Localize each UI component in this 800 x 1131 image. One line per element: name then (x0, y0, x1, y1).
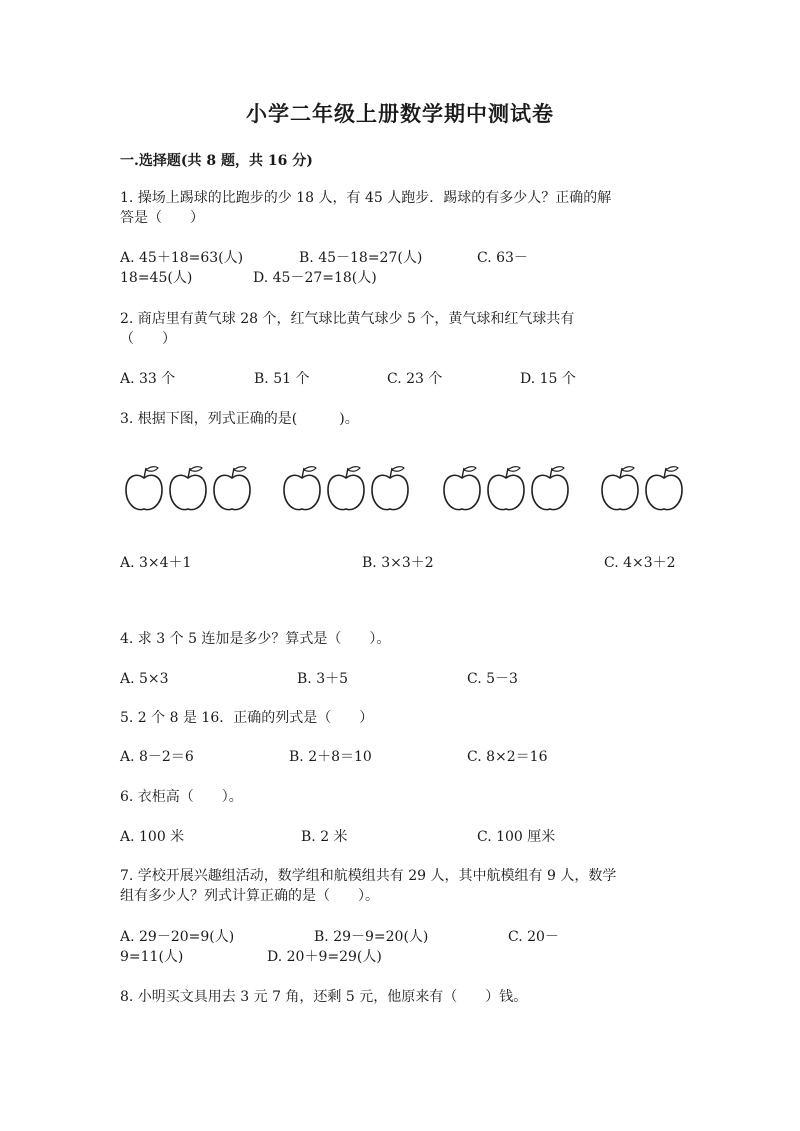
question-1-option-b: B. 45－18=27(人) (299, 250, 423, 266)
question-6-line-1: 6. 衣柜高（ ）。 (120, 789, 243, 805)
apple-icon (284, 467, 320, 510)
question-2-option-c: C. 23 个 (387, 371, 443, 387)
section-heading: 一.选择题(共 8 题，共 16 分) (120, 153, 313, 169)
apple-group-4 (602, 467, 682, 510)
question-7-option-c-part1: C. 20－ (508, 929, 559, 945)
apple-icon (372, 467, 408, 510)
question-8-line-1: 8. 小明买文具用去 3 元 7 角，还剩 5 元，他原来有（ ）钱。 (120, 989, 528, 1005)
apple-icon (214, 467, 250, 510)
apple-icon (602, 467, 638, 510)
question-7-option-c-part2: 9=11(人) (120, 949, 184, 965)
question-3-option-c: C. 4×3＋2 (604, 555, 676, 571)
question-5-option-b: B. 2＋8＝10 (289, 749, 372, 765)
question-1-option-d: D. 45－27=18(人) (253, 270, 377, 286)
apple-group-2 (284, 467, 408, 510)
question-5-option-c: C. 8×2＝16 (467, 749, 548, 765)
question-5-option-a: A. 8－2＝6 (120, 749, 194, 765)
apple-icon (444, 467, 480, 510)
apple-figure (120, 462, 690, 512)
question-1-option-c-part2: 18=45(人) (120, 270, 193, 286)
question-2-option-b: B. 51 个 (254, 371, 310, 387)
question-7-option-a: A. 29－20=9(人) (120, 929, 235, 945)
question-4-option-c: C. 5－3 (467, 671, 518, 687)
apple-icon (126, 467, 162, 510)
apple-icon (328, 467, 364, 510)
question-7-option-b: B. 29－9=20(人) (314, 929, 429, 945)
apple-group-1 (126, 467, 250, 510)
question-6-option-a: A. 100 米 (120, 829, 185, 845)
apple-icon (170, 467, 206, 510)
question-1-option-a: A. 45＋18=63(人) (120, 250, 244, 266)
question-6-option-c: C. 100 厘米 (477, 829, 556, 845)
question-4-option-a: A. 5×3 (120, 671, 169, 687)
apple-icon (488, 467, 524, 510)
apple-icon (532, 467, 568, 510)
question-3-line-1: 3. 根据下图，列式正确的是( )。 (120, 411, 359, 427)
question-7-option-d: D. 20＋9=29(人) (267, 949, 382, 965)
question-1-line-1: 1. 操场上踢球的比跑步的少 18 人，有 45 人跑步．踢球的有多少人？正确的解 (120, 190, 612, 206)
question-7-line-2: 组有多少人？列式计算正确的是（ ）。 (120, 888, 379, 904)
page-title: 小学二年级上册数学期中测试卷 (246, 101, 554, 126)
question-2-line-1: 2. 商店里有黄气球 28 个，红气球比黄气球少 5 个，黄气球和红气球共有 (120, 311, 575, 327)
question-2-line-2: （ ） (120, 331, 176, 347)
question-1-option-c-part1: C. 63－ (477, 250, 528, 266)
question-2-option-d: D. 15 个 (520, 371, 576, 387)
question-6-option-b: B. 2 米 (301, 829, 348, 845)
question-3-option-a: A. 3×4＋1 (120, 555, 192, 571)
question-5-line-1: 5. 2 个 8 是 16．正确的列式是（ ） (120, 710, 374, 726)
question-3-option-b: B. 3×3＋2 (362, 555, 434, 571)
question-1-line-2: 答是（ ） (120, 210, 204, 226)
question-2-option-a: A. 33 个 (120, 371, 176, 387)
question-4-line-1: 4. 求 3 个 5 连加是多少？算式是（ ）。 (120, 631, 391, 647)
apple-icon (646, 467, 682, 510)
apple-group-3 (444, 467, 568, 510)
question-4-option-b: B. 3＋5 (297, 671, 349, 687)
question-7-line-1: 7. 学校开展兴趣组活动，数学组和航模组共有 29 人，其中航模组有 9 人，数学 (120, 868, 617, 884)
